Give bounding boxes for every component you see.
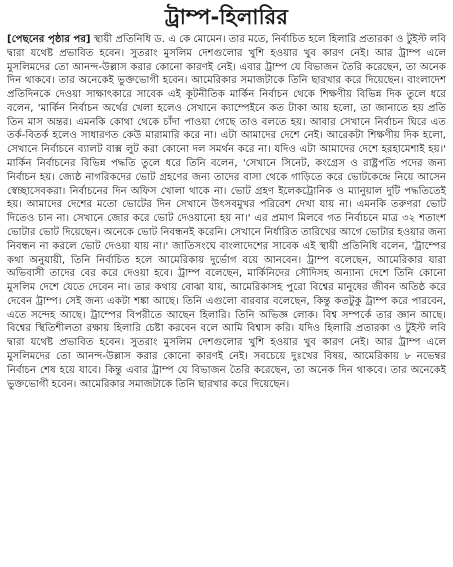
continued-from-label: [পেছনের পৃষ্ঠার পর] xyxy=(7,34,91,45)
article-headline: ট্রাম্প-হিলারির xyxy=(164,5,289,29)
article-body-text: স্থায়ী প্রতিনিধি ড. এ কে মোমেন। তার মতে, নির্বাচিত হলে হিলারি প্রতারকা ও টুইস্ট লবি দ্বারা যথেষ্ট প্রভাবিত হবেন। সুতরাং মুসলিম দেশগুলোর খুশি হওয়ার খুব কারণ নেই। আর ট্রাম্প এলে মুসলিমদের তো আনন্দ-উল্লাস করার কোনো কারণই নেই। এবার ট্রাম্প যে বিভাজন তৈরি করেছেন, তা অনেক দিন থাকবে। তার অনেকেই ভুক্তভোগী হবেন। আমেরিকার সমাজটাকে তিনি ছারখার করে দিয়েছেন। বাংলাদেশ প্রতিদিনকে দেওয়া সাক্ষাৎকারে সাবেক এই কূটনীতিক মার্কিন নির্বাচন থেকে শিক্ষণীয় বিভিন্ন দিক তুলে ধরে বলেন, 'মার্কিন নির্বাচন অর্থের খেলা হলেও সেখানে ক্যাম্পেইনে কত টাকা আয় হলো, তা জানাতে হয় প্রতি তিন মাস অন্তর। এমনকি কোথা থেকে চাঁদা পাওয়া গেছে তাও বলতে হয়। আবার সেখানে নির্বাচন ঘিরে এত তর্ক-বিতর্ক হলেও সাধারণত কেউ মারামারি করে না। এটা আমাদের দেশে নেই। আরেকটা শিক্ষণীয় দিক হলো, সেখানে নির্বাচনে ব্যালট বাক্স লুট করা কোনো দল সমর্থন করে না। যদিও এটা আমাদের দেশে হরহামেশাই হয়।' মার্কিন নির্বাচনের বিভিন্ন পদ্ধতি তুলে ধরে তিনি বলেন, 'সেখানে সিনেট, কংগ্রেস ও রাষ্ট্রপতি পদের জন্য নির্বাচন হয়। জ্যেষ্ঠ নাগরিকদের ভোট গ্রহণের জন্য তাদের বাসা থেকে গাড়িতে করে ভোটকেন্দ্রে নিয়ে আসেন স্বেচ্ছাসেবকরা। নির্বাচনের দিন অফিস খোলা থাকে না। ভোট গ্রহণ ইলেকট্রোনিক ও ম্যানুয়াল দুটি পদ্ধতিতেই হয়। আমাদের দেশের মতো ভোটের দিন সেখানে উৎসবমুখর পরিবেশ দেখা যায় না। এমনকি তরুণরা ভোট দিতেও চান না। সেখানে জোর করে ভোট দেওয়ানো হয় না।' এর প্রমাণ মিলবে গত নির্বাচনে মাত্র ৩২ শতাংশ ভোটার ভোট দিয়েছেন। অনেকে ভোট নিবন্ধনই করেনি। সেখানে নির্ধারিত তারিখের আগে ভোটার হওয়ার জন্য নিবন্ধন না করলে ভোট দেওয়া যায় না।' জাতিসংঘে বাংলাদেশের সাবেক এই স্থায়ী প্রতিনিধি বলেন, 'ট্রাম্পের কথা অনুযায়ী, তিনি নির্বাচিত হলে আমেরিকায় দুর্ভোগ বয়ে আনবেন। ট্রাম্প বলেছেন, আমেরিকার যারা অভিবাসী তাদের বের করে দেওয়া হবে। ট্রাম্প বলেছেন, মার্কিনিদের সৌদিসহ অন্যান্য দেশে তিনি কোনো মুসলিম দেশে যেতে দেবেন না। তার কথায় বোঝা যায়, আমেরিকাসহ পুরো বিশ্বের মানুষের জীবন অতিষ্ঠ করে দেবেন ট্রাম্প। সেই জন্য একটা শঙ্কা আছে। তিনি এগুলো বারবার বলেছেন, কিন্তু কতটুকু ট্রাম্প করে পারবেন, এতে সন্দেহ আছে। ট্রাম্পের বিপরীতে আছেন হিলারি। তিনি অভিজ্ঞ লোক। বিশ্ব সম্পর্কে তার জ্ঞান আছে। বিশ্বের স্থিতিশীলতা রক্ষায় হিলারি চেষ্টা করবেন বলে আমি বিশ্বাস করি। যদিও হিলারি প্রতারকা ও টুইস্ট লবি দ্বারা যথেষ্ট প্রভাবিত হবেন। সুতরাং মুসলিম দেশগুলোর খুশি হওয়ার খুব কারণ নেই। আর ট্রাম্প এলে মুসলিমদের তো আনন্দ-উল্লাস করার কোনো কারণই নেই। সবচেয়ে দুঃখের বিষয়, আমেরিকায় ৮ নভেম্বর নির্বাচন শেষ হয়ে যাবে। কিন্তু এবার ট্রাম্প যে বিভাজন তৈরি করেছেন, তা অনেক দিন থাকবে। তার অনেকেই ভুক্তভোগী হবেন। আমেরিকার সমাজটাকে তিনি ছারখার করে দিয়েছেন। xyxy=(7,34,446,390)
article-body xyxy=(7,33,446,391)
